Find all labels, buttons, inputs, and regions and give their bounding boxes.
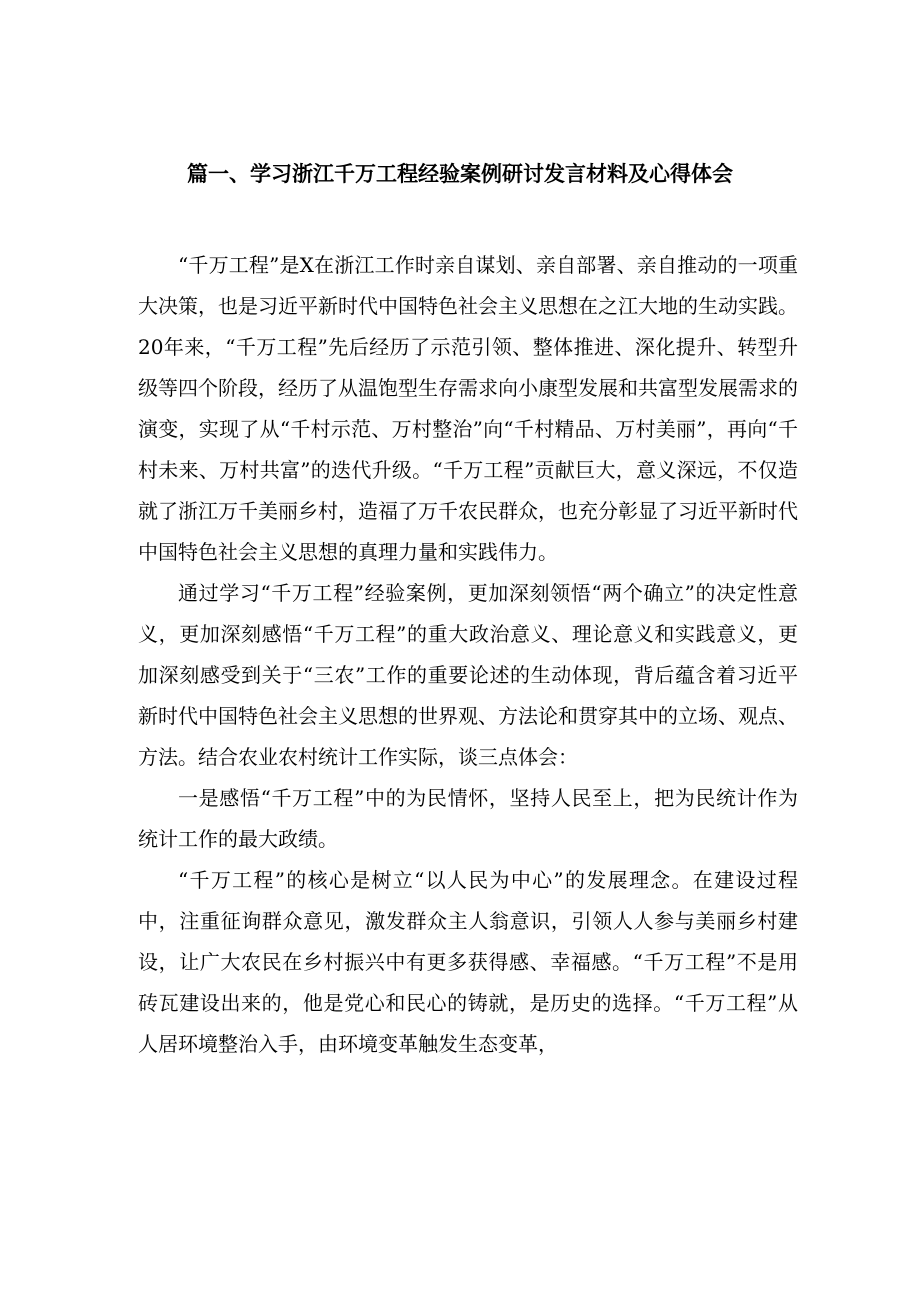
paragraph-2: 通过学习“千万工程”经验案例，更加深刻领悟“两个确立”的决定性意义，更加深刻感悟“千万工程”的重大政治意义、理论意义和实践意义，更加深刻感受到关于“三农”工作的重要论述的生动体现，背后蕴含着习近平新时代中国特色社会主义思想的世界观、方法论和贯穿其中的立场、观点、方法。结合农业农村统计工作实际，谈三点体会：: [138, 581, 798, 769]
paragraph-4: “千万工程”的核心是树立“以人民为中心”的发展理念。在建设过程中，注重征询群众意见，激发群众主人翁意识，引领人人参与美丽乡村建设，让广大农民在乡村振兴中有更多获得感、幸福感。“千万工程”不是用砖瓦建设出来的，他是党心和民心的铸就，是历史的选择。“千万工程”从人居环境整治入手，由环境变革触发生态变革，: [138, 868, 798, 1056]
document-title: 篇一、学习浙江千万工程经验案例研讨发言材料及心得体会: [187, 162, 733, 186]
paragraph-3: 一是感悟“千万工程”中的为民情怀，坚持人民至上，把为民统计作为统计工作的最大政绩。: [138, 786, 798, 851]
paragraph-1: “千万工程”是X在浙江工作时亲自谋划、亲自部署、亲自推动的一项重大决策，也是习近平新时代中国特色社会主义思想在之江大地的生动实践。20年来，“千万工程”先后经历了示范引领、整体推进、深化提升、转型升级等四个阶段，经历了从温饱型生存需求向小康型发展和共富型发展需求的演变，实现了从“千村示范、万村整治”向“千村精品、万村美丽”，再向“千村未来、万村共富”的迭代升级。“千万工程”贡献巨大，意义深远，不仅造就了浙江万千美丽乡村，造福了万千农民群众，也充分彰显了习近平新时代中国特色社会主义思想的真理力量和实践伟力。: [138, 253, 798, 564]
document-body: [138, 245, 798, 1065]
